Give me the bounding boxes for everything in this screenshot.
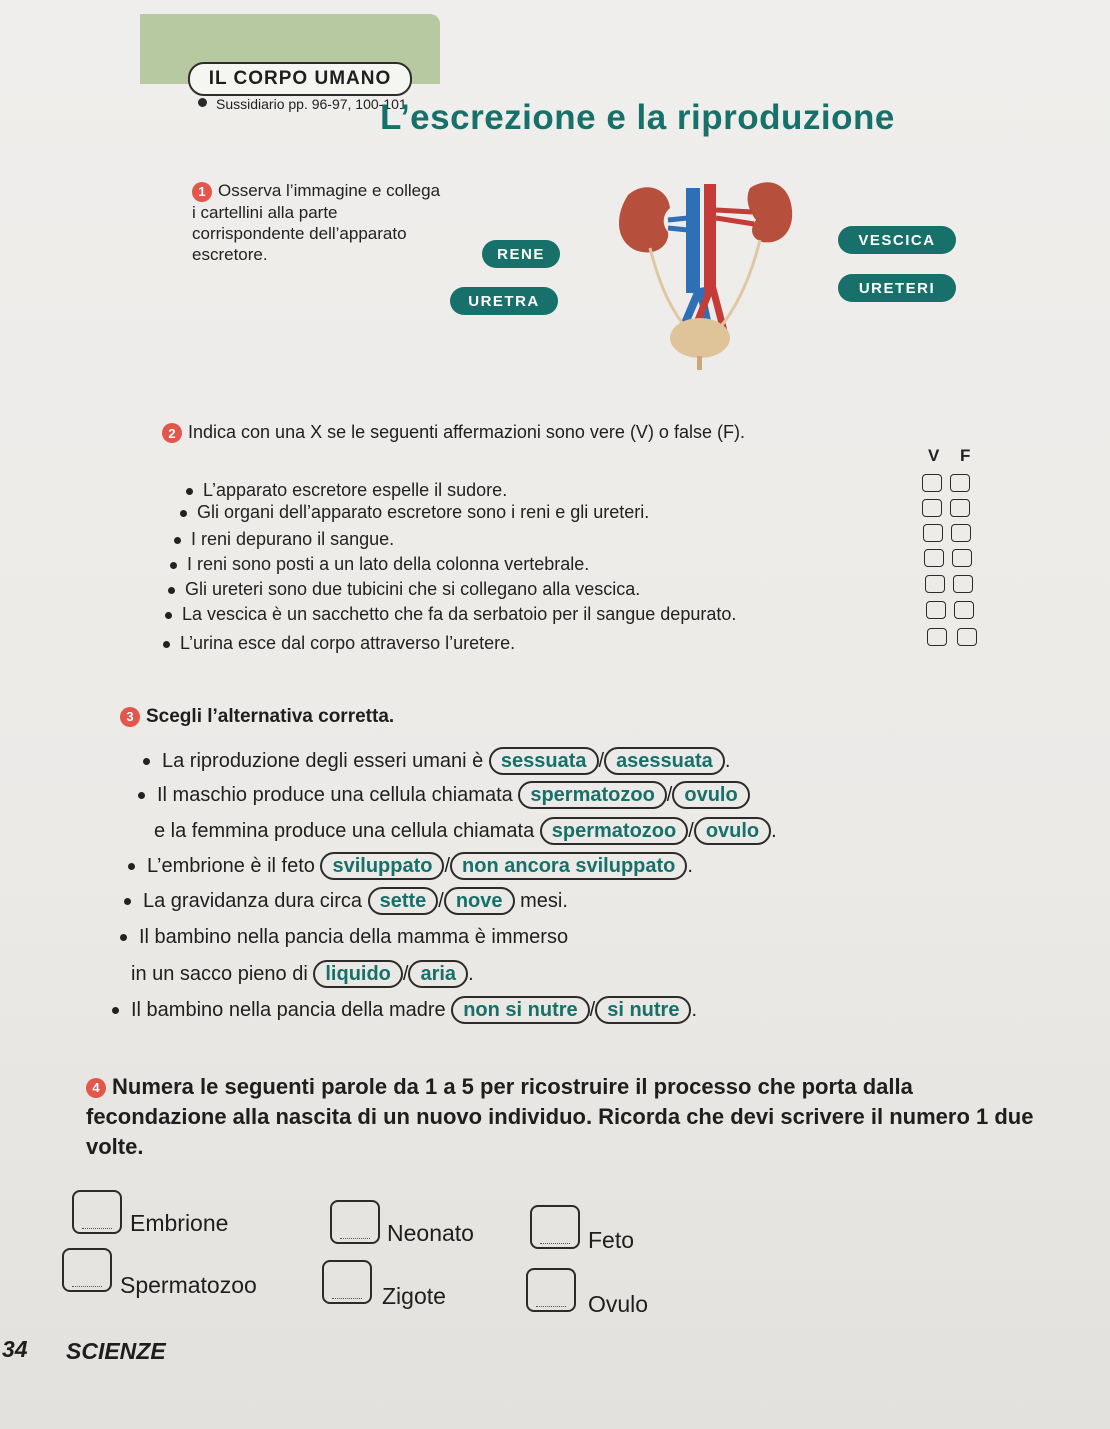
statement-7: L’urina esce dal corpo attraverso l’uretere. (163, 633, 515, 654)
checkbox-false-7[interactable] (957, 628, 977, 646)
exercise-4-instruction: 4 Numera le seguenti parole da 1 a 5 per ricostruire il processo che porta dalla fecondazione alla nascita di un nuovo individuo. Ricorda che devi scrivere il numero 1 due volte. (86, 1074, 1034, 1159)
option-non-ancora-sviluppato[interactable]: non ancora sviluppato (450, 852, 687, 880)
choice-line-1: La riproduzione degli esseri umani è sessuata / asessuata . (143, 747, 730, 775)
number-box-neonato[interactable] (330, 1200, 380, 1244)
option-spermatozoo-female[interactable]: spermatozoo (540, 817, 688, 845)
left-ureter (650, 248, 688, 330)
number-box-ovulo[interactable] (526, 1268, 576, 1312)
statement-2: Gli organi dell’apparato escretore sono i reni e gli ureteri. (180, 502, 649, 523)
option-asessuata[interactable]: asessuata (604, 747, 725, 775)
checkbox-true-1[interactable] (922, 474, 942, 492)
exercise-1-instruction: 1 Osserva l’immagine e collega i cartellini alla parte corrispondente dell’apparato escretore. (192, 181, 441, 264)
word-neonato: Neonato (387, 1220, 474, 1246)
choice-line-2: Il maschio produce una cellula chiamata spermatozoo / ovulo (138, 781, 750, 809)
checkbox-true-4[interactable] (924, 549, 944, 567)
word-embrione: Embrione (130, 1210, 229, 1236)
option-ovulo-male[interactable]: ovulo (672, 781, 749, 809)
aorta (704, 184, 716, 294)
subject-label: SCIENZE (66, 1338, 166, 1364)
bullet-icon (198, 98, 207, 107)
option-ovulo-female[interactable]: ovulo (694, 817, 771, 845)
option-liquido[interactable]: liquido (313, 960, 403, 988)
choice-line-4: L’embrione è il feto sviluppato / non ancora sviluppato . (128, 852, 693, 880)
option-sessuata[interactable]: sessuata (489, 747, 599, 775)
option-sviluppato[interactable]: sviluppato (320, 852, 444, 880)
statement-6: La vescica è un sacchetto che fa da serbatoio per il sangue depurato. (165, 604, 736, 625)
left-kidney (619, 187, 670, 252)
label-uretra[interactable]: URETRA (450, 287, 558, 315)
option-aria[interactable]: aria (408, 960, 468, 988)
exercise-number: 1 (192, 182, 212, 202)
page-title: L’escrezione e la riproduzione (380, 98, 895, 137)
number-box-feto[interactable] (530, 1205, 580, 1249)
exercise-3-instruction: 3 Scegli l’alternativa corretta. (120, 706, 394, 728)
number-box-spermatozoo[interactable] (62, 1248, 112, 1292)
label-vescica[interactable]: VESCICA (838, 226, 956, 254)
statement-1: L’apparato escretore espelle il sudore. (186, 480, 507, 501)
choice-line-7: in un sacco pieno di liquido / aria . (131, 960, 474, 988)
label-rene[interactable]: RENE (482, 240, 560, 268)
true-header: V (928, 446, 940, 465)
option-non-si-nutre[interactable]: non si nutre (451, 996, 589, 1024)
choice-line-3: e la femmina produce una cellula chiamata spermatozoo / ovulo . (154, 817, 777, 845)
page-number: 34 (2, 1336, 28, 1362)
right-kidney (748, 182, 793, 242)
urethra (697, 356, 702, 370)
number-box-zigote[interactable] (322, 1260, 372, 1304)
word-feto: Feto (588, 1227, 635, 1253)
option-si-nutre[interactable]: si nutre (595, 996, 691, 1024)
section-title: IL CORPO UMANO (188, 62, 412, 96)
checkbox-true-5[interactable] (925, 575, 945, 593)
checkbox-true-6[interactable] (926, 601, 946, 619)
vein (686, 188, 700, 293)
choice-line-8: Il bambino nella pancia della madre non si nutre / si nutre . (112, 996, 697, 1024)
choice-line-6: Il bambino nella pancia della mamma è immerso (120, 926, 568, 949)
statement-5: Gli ureteri sono due tubicini che si collegano alla vescica. (168, 579, 640, 600)
checkbox-false-6[interactable] (954, 601, 974, 619)
book-reference: Sussidiario pp. 96-97, 100-101 (216, 96, 407, 112)
word-spermatozoo: Spermatozoo (120, 1272, 257, 1298)
checkbox-false-2[interactable] (950, 499, 970, 517)
bladder (670, 318, 730, 358)
number-box-embrione[interactable] (72, 1190, 122, 1234)
word-zigote: Zigote (382, 1283, 446, 1309)
exercise-2-instruction: 2 Indica con una X se le seguenti affermazioni sono vere (V) o false (F). (162, 422, 745, 443)
checkbox-false-5[interactable] (953, 575, 973, 593)
word-ovulo: Ovulo (588, 1291, 649, 1317)
excretory-system-illustration (600, 170, 830, 370)
statement-3: I reni depurano il sangue. (174, 529, 394, 550)
checkbox-false-4[interactable] (952, 549, 972, 567)
checkbox-true-2[interactable] (922, 499, 942, 517)
checkbox-true-7[interactable] (927, 628, 947, 646)
right-ureter (718, 240, 760, 330)
label-ureteri[interactable]: URETERI (838, 274, 956, 302)
checkbox-true-3[interactable] (923, 524, 943, 542)
statement-4: I reni sono posti a un lato della colonna vertebrale. (170, 554, 589, 575)
checkbox-false-1[interactable] (950, 474, 970, 492)
choice-line-5: La gravidanza dura circa sette / nove mesi. (124, 887, 568, 915)
checkbox-false-3[interactable] (951, 524, 971, 542)
option-sette[interactable]: sette (368, 887, 439, 915)
option-spermatozoo-male[interactable]: spermatozoo (518, 781, 666, 809)
option-nove[interactable]: nove (444, 887, 515, 915)
false-header: F (960, 446, 971, 465)
